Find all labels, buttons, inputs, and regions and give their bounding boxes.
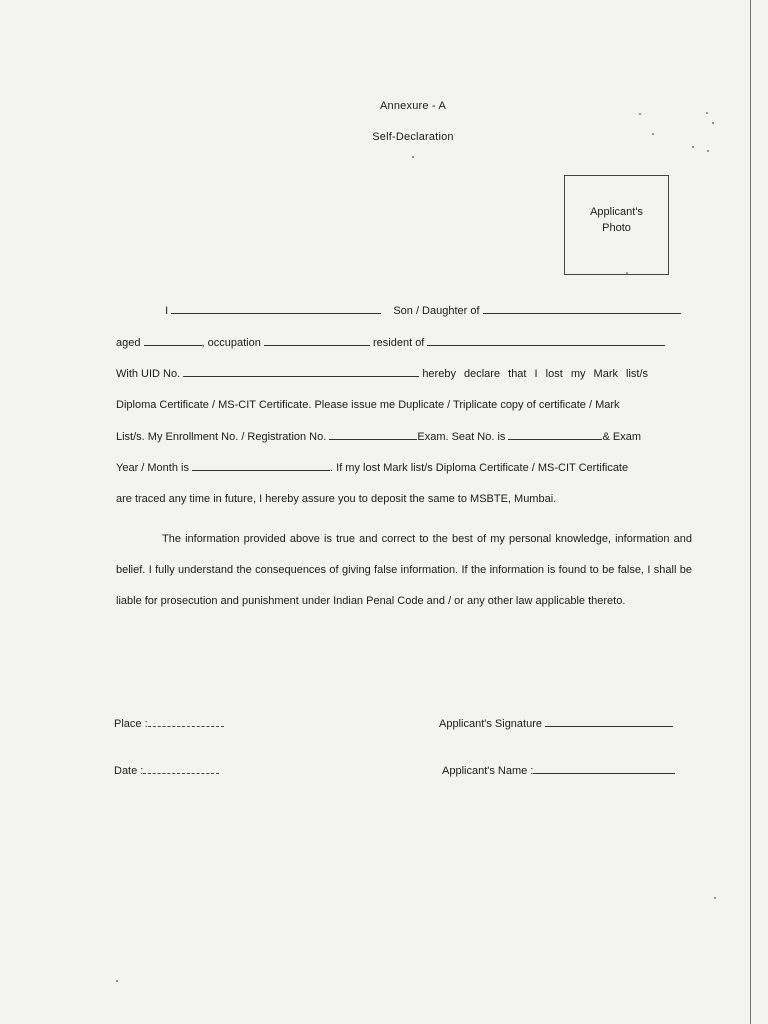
photo-box-label-line2: Photo: [602, 222, 631, 234]
label-occupation: , occupation: [201, 337, 261, 349]
signature-field[interactable]: [545, 718, 673, 727]
form-line-2: [116, 337, 692, 349]
uid-field[interactable]: [183, 368, 419, 377]
form-line-3: [116, 368, 692, 380]
scan-speck: [712, 122, 714, 124]
signature-line: [439, 718, 673, 730]
scan-speck: [626, 272, 628, 274]
place-line: [114, 718, 224, 730]
age-field[interactable]: [144, 337, 202, 346]
label-applicant-name: Applicant's Name :: [442, 765, 534, 777]
scan-speck: [714, 897, 716, 899]
label-if-lost: . If my lost Mark list/s Diploma Certificate / MS-CIT Certificate: [330, 462, 629, 474]
form-line-5: [116, 431, 692, 443]
label-uid: With UID No.: [116, 368, 181, 380]
form-line-6: [116, 462, 692, 474]
label-enrollment: List/s. My Enrollment No. / Registration No.: [116, 431, 327, 443]
page-title: Self-Declaration: [372, 131, 454, 143]
photo-box-label-line1: Applicant's: [590, 206, 643, 218]
scan-speck: [707, 150, 709, 152]
label-year-month: Year / Month is: [116, 462, 189, 474]
form-line-1: [116, 305, 692, 317]
year-month-field[interactable]: [192, 462, 330, 471]
parent-name-field[interactable]: [483, 305, 681, 314]
exam-seat-field[interactable]: [508, 431, 602, 440]
label-date: Date :: [114, 765, 144, 777]
place-field[interactable]: [148, 718, 224, 727]
scan-speck: [652, 133, 654, 135]
form-line-7: [116, 493, 692, 505]
enrollment-field[interactable]: [329, 431, 417, 440]
form-line-4: [116, 399, 692, 411]
scan-speck: [706, 112, 708, 114]
annexure-heading: Annexure - A: [380, 100, 446, 112]
date-line: [114, 765, 219, 777]
label-declare: hereby declare that I lost my Mark list/s: [422, 368, 649, 380]
label-place: Place :: [114, 718, 148, 730]
scan-speck: [412, 156, 414, 158]
label-resident: resident of: [373, 337, 425, 349]
label-son-daughter: Son / Daughter of: [393, 305, 480, 317]
scan-speck: [116, 980, 118, 982]
label-exam: & Exam: [602, 431, 641, 443]
label-i: I: [165, 305, 169, 317]
page-edge-line: [750, 0, 751, 1024]
occupation-field[interactable]: [264, 337, 370, 346]
scan-speck: [639, 113, 641, 115]
residence-field[interactable]: [427, 337, 665, 346]
applicant-photo-box: [564, 175, 669, 275]
declaration-paragraph: The information provided above is true and correct to the best of my personal knowledge, information and belief. I fully understand the consequences of giving false information. If the information is found to be false, I shall be liable for prosecution and punishment under Indian Penal Code and / or any other law applicable thereto.: [116, 533, 692, 607]
label-exam-seat: Exam. Seat No. is: [417, 431, 506, 443]
scan-speck: [692, 146, 694, 148]
name-line: [442, 765, 675, 777]
date-field[interactable]: [143, 765, 219, 774]
label-certificate-request: Diploma Certificate / MS-CIT Certificate. Please issue me Duplicate / Triplicate copy of certificate / Mark: [116, 399, 620, 411]
label-signature: Applicant's Signature: [439, 718, 542, 730]
name-field[interactable]: [171, 305, 381, 314]
label-traced: are traced any time in future, I hereby assure you to deposit the same to MSBTE, Mumbai.: [116, 493, 557, 505]
applicant-name-field[interactable]: [533, 765, 675, 774]
label-aged: aged: [116, 337, 141, 349]
